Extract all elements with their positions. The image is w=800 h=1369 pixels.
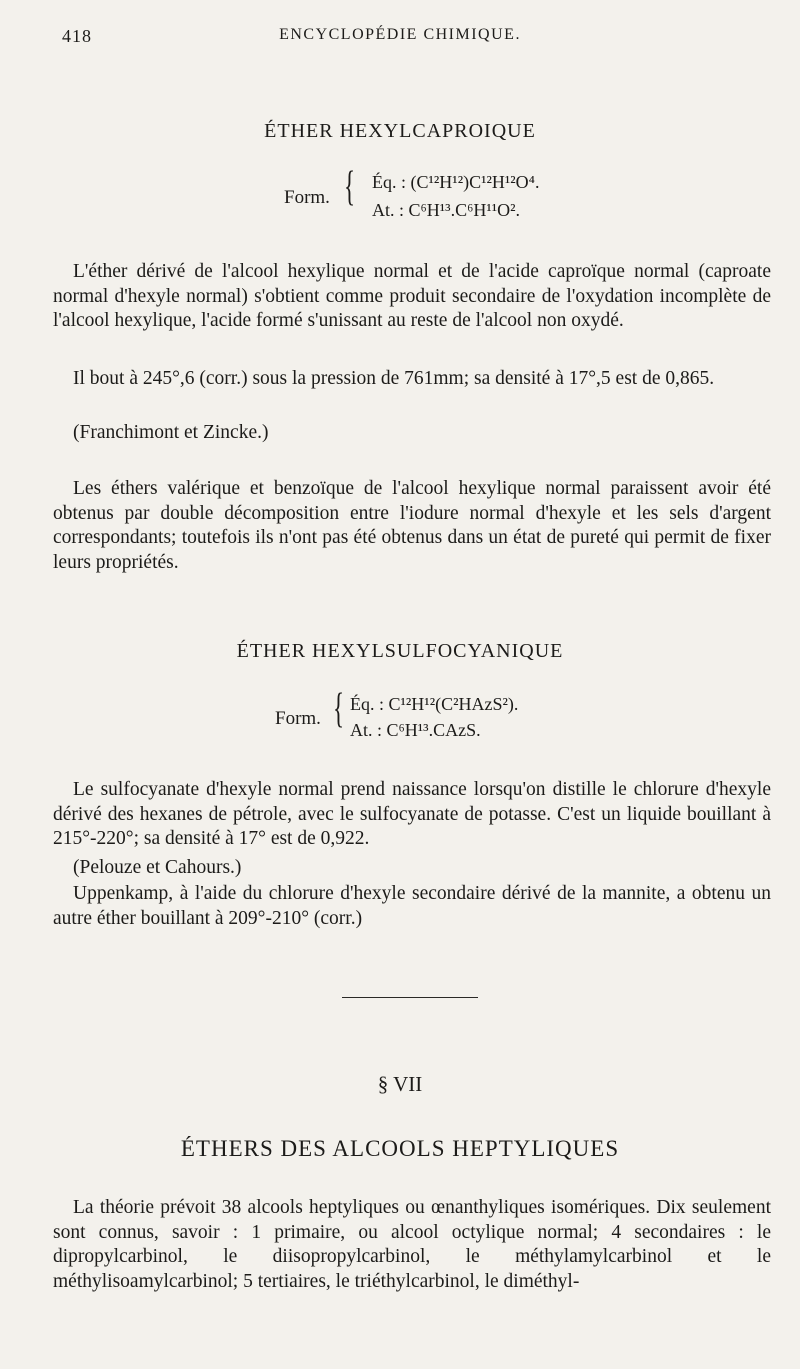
formula-eq-line xyxy=(372,172,539,193)
section-title: ÉTHERS DES ALCOOLS HEPTYLIQUES xyxy=(180,1136,620,1161)
paragraph xyxy=(53,778,771,852)
formula-eq-label: Éq. xyxy=(350,694,375,714)
paragraph xyxy=(53,477,771,575)
formula-eq-line xyxy=(350,694,518,715)
citation xyxy=(53,856,771,881)
paragraph-text: Il bout à 245°,6 (corr.) sous la pression de 761mm; sa densité à 17°,5 est de 0,865. xyxy=(73,368,715,389)
paragraph-text: Uppenkamp, à l'aide du chlorure d'hexyle secondaire dérivé de la mannite, a obtenu un autre éther bouillant à 209°-210° (corr.) xyxy=(53,883,771,929)
formula-brace: { xyxy=(344,164,356,210)
paragraph-text: Le sulfocyanate d'hexyle normal prend naissance lorsqu'on distille le chlorure d'hexyle dérivé des hexanes de pétrole, avec le sulfocyanate de potasse. C'est un liquide bouillant à 215°-220°; sa densité à 17° est de 0,922. xyxy=(53,779,771,850)
formula-at-label: At. xyxy=(350,720,373,740)
paragraph xyxy=(53,1196,771,1294)
paragraph-text: L'éther dérivé de l'alcool hexylique normal et de l'acide caproïque normal (caproate normal d'hexyle normal) s'obtient comme produit secondaire de l'oxydation incomplète de l'alcool hexylique, l'acide formé s'unissant au reste de l'alcool non oxydé. xyxy=(53,261,771,332)
formula-label: Form. xyxy=(284,187,330,208)
formula-at-value: : C⁶H¹³.C⁶H¹¹O². xyxy=(399,200,521,220)
running-title: ENCYCLOPÉDIE CHIMIQUE. xyxy=(279,26,521,43)
formula-at-label: At. xyxy=(372,200,395,220)
formula-at-value: : C⁶H¹³.CAzS. xyxy=(377,720,481,740)
paragraph-text: Les éthers valérique et benzoïque de l'alcool hexylique normal paraissent avoir été obtenus par double décomposition entre l'iodure normal d'hexyle et les sels d'argent correspondants; toutefois ils n'ont pas été obtenus dans un état de pureté qui permit de fixer leurs propriétés. xyxy=(53,478,771,573)
paragraph xyxy=(53,882,771,931)
paragraph xyxy=(53,260,771,334)
paragraph-text: La théorie prévoit 38 alcools heptyliques ou œnanthyliques isomériques. Dix seulement sont connus, savoir : 1 primaire, ou alcool octylique normal; 4 secondaires : le dipropylcarbinol, le diisopropylcarbinol, le méthylamylcarbinol et le méthylisoamylcarbinol; 5 tertiaires, le triéthylcarbinol, le diméthyl- xyxy=(53,1197,771,1292)
citation xyxy=(53,421,771,446)
formula-eq-value: : (C¹²H¹²)C¹²H¹²O⁴. xyxy=(401,172,540,192)
formula-eq-value: : C¹²H¹²(C²HAzS²). xyxy=(379,694,519,714)
page-number: 418 xyxy=(62,26,92,46)
formula-at-line xyxy=(350,720,481,741)
citation-text: (Pelouze et Cahours.) xyxy=(73,857,242,878)
paragraph xyxy=(53,367,771,392)
heading-ether-hexylsulfocyanique: ÉTHER HEXYLSULFOCYANIQUE xyxy=(236,640,564,662)
section-separator xyxy=(342,997,478,998)
heading-ether-hexylcaproique: ÉTHER HEXYLCAPROIQUE xyxy=(264,120,536,142)
section-number: § VII xyxy=(377,1072,423,1096)
formula-eq-label: Éq. xyxy=(372,172,397,192)
citation-text: (Franchimont et Zincke.) xyxy=(73,422,269,443)
formula-at-line xyxy=(372,200,520,221)
formula-brace: { xyxy=(333,686,345,732)
formula-label: Form. xyxy=(275,708,321,729)
